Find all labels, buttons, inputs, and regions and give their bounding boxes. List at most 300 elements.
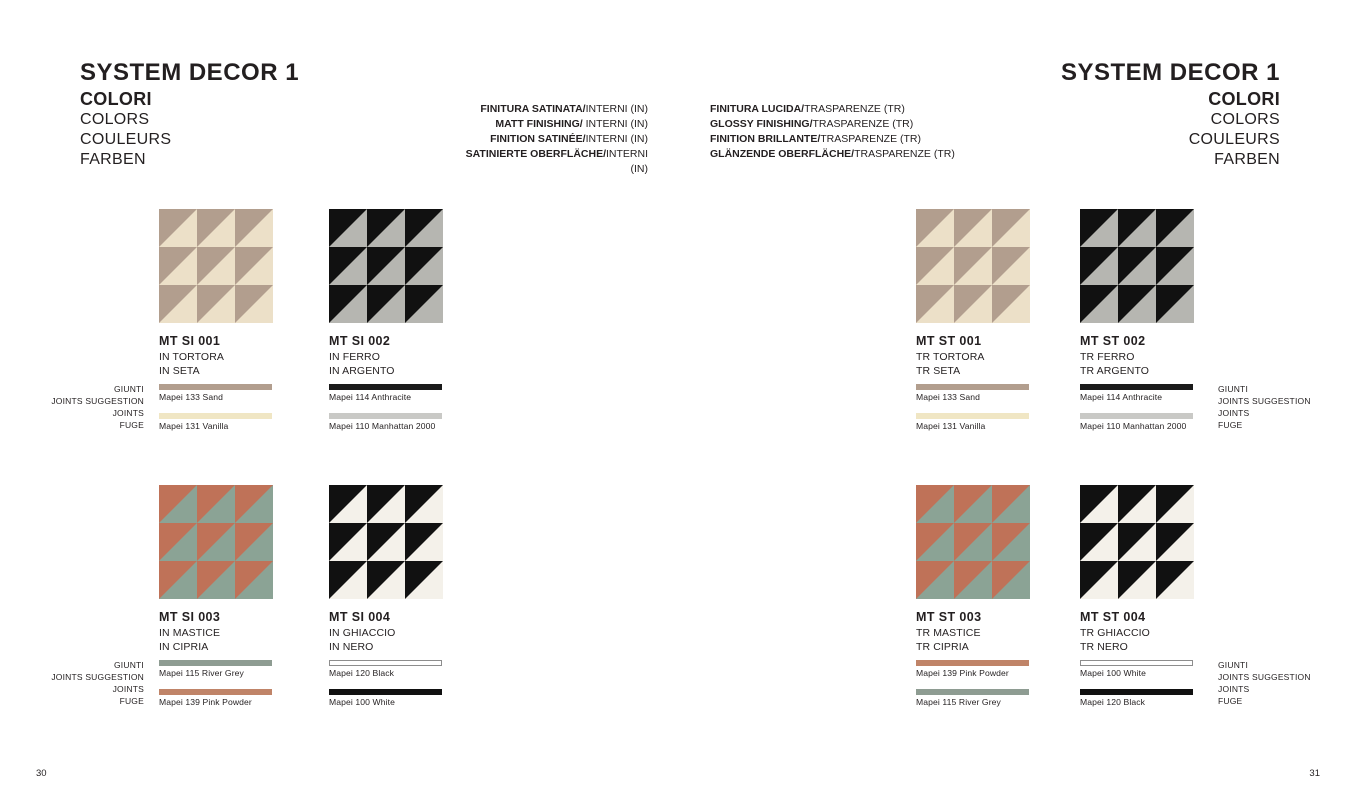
tile-cell xyxy=(916,485,954,523)
tile-cell xyxy=(405,209,443,247)
grout-colour-name: Mapei 115 River Grey xyxy=(916,697,1001,708)
tile-diagonal xyxy=(916,523,954,561)
grout-colour-name: Mapei 110 Manhattan 2000 xyxy=(329,421,436,432)
tile-pattern-mt-si-004 xyxy=(329,485,443,599)
tile-cell xyxy=(367,561,405,599)
giunti-line-it: GIUNTI xyxy=(1218,384,1249,394)
tile-cell xyxy=(159,285,197,323)
tile-cell xyxy=(1156,209,1194,247)
tile-diagonal xyxy=(159,485,197,523)
finish-legend-line xyxy=(446,147,648,177)
sample-desc-line1: TR TORTORA xyxy=(916,350,985,363)
page-title-left-de: FARBEN xyxy=(80,150,146,168)
tile-cell xyxy=(1118,209,1156,247)
tile-cell xyxy=(1118,561,1156,599)
sample-code: MT SI 003 xyxy=(159,610,221,624)
tile-diagonal xyxy=(159,209,197,247)
grout-item xyxy=(329,660,442,679)
tile-cell xyxy=(367,523,405,561)
finish-legend-gloss xyxy=(710,102,990,162)
tile-diagonal xyxy=(235,561,273,599)
tile-diagonal xyxy=(405,523,443,561)
finish-legend-value: TRASPARENZE (TR) xyxy=(820,132,921,145)
grout-colour-bar xyxy=(1080,413,1193,419)
giunti-label-left-row2 xyxy=(40,659,144,707)
tile-cell xyxy=(954,561,992,599)
folio-left: 30 xyxy=(36,768,47,779)
tile-cell xyxy=(329,523,367,561)
grout-suggestions xyxy=(916,384,1029,442)
tile-diagonal xyxy=(197,285,235,323)
tile-diagonal xyxy=(992,561,1030,599)
grout-colour-name: Mapei 115 River Grey xyxy=(159,668,244,678)
finish-legend-line xyxy=(710,147,990,162)
tile-diagonal xyxy=(1080,247,1118,285)
grout-colour-bar xyxy=(159,413,272,419)
page-title-right-de: FARBEN xyxy=(1214,150,1280,168)
tile-cell xyxy=(367,285,405,323)
page-title-left-it: COLORI xyxy=(80,88,152,109)
grout-colour-bar xyxy=(329,384,442,390)
sample-desc-line1: TR GHIACCIO xyxy=(1080,626,1150,639)
tile-diagonal xyxy=(1156,523,1194,561)
tile-diagonal xyxy=(159,247,197,285)
tile-pattern-mt-st-002 xyxy=(1080,209,1194,323)
giunti-line-it: GIUNTI xyxy=(1218,660,1249,670)
tile-diagonal xyxy=(992,247,1030,285)
finish-legend-term: FINITION BRILLANTE/ xyxy=(710,132,821,145)
giunti-line-it: GIUNTI xyxy=(113,660,144,670)
tile-diagonal xyxy=(197,485,235,523)
tile-cell xyxy=(367,485,405,523)
finish-legend-line xyxy=(446,132,648,147)
giunti-line-de: FUGE xyxy=(1218,420,1243,431)
giunti-line-en: JOINTS SUGGESTION xyxy=(51,672,144,683)
grout-item xyxy=(329,689,442,708)
sample-desc-line2: TR CIPRIA xyxy=(916,641,969,654)
tile-cell xyxy=(1080,485,1118,523)
tile-diagonal xyxy=(916,285,954,323)
grout-suggestions xyxy=(159,384,272,442)
tile-diagonal xyxy=(159,285,197,323)
sample-code: MT ST 001 xyxy=(916,334,982,348)
tile-diagonal xyxy=(992,285,1030,323)
finish-legend-term: MATT FINISHING/ xyxy=(495,117,583,130)
tile-cell xyxy=(197,561,235,599)
tile-cell xyxy=(916,285,954,323)
tile-diagonal xyxy=(954,523,992,561)
giunti-line-en: JOINTS SUGGESTION xyxy=(1218,672,1311,683)
grout-suggestions xyxy=(916,660,1029,718)
tile-pattern-mt-st-001 xyxy=(916,209,1030,323)
tile-diagonal xyxy=(197,561,235,599)
finish-legend-value: INTERNI (IN) xyxy=(582,117,648,130)
tile-cell xyxy=(197,285,235,323)
sample-desc-line1: IN TORTORA xyxy=(159,350,224,363)
grout-colour-bar xyxy=(916,660,1029,666)
tile-cell xyxy=(197,247,235,285)
tile-diagonal xyxy=(367,561,405,599)
tile-cell xyxy=(197,523,235,561)
colour-sample xyxy=(916,209,1030,379)
tile-diagonal xyxy=(235,523,273,561)
folio-right: 31 xyxy=(1309,768,1320,779)
tile-diagonal xyxy=(367,285,405,323)
tile-diagonal xyxy=(405,285,443,323)
colour-sample xyxy=(1080,209,1194,379)
tile-cell xyxy=(235,247,273,285)
tile-diagonal xyxy=(916,561,954,599)
tile-cell xyxy=(405,485,443,523)
finish-legend-value: TRASPARENZE (TR) xyxy=(812,117,914,130)
colour-sample xyxy=(159,209,273,379)
tile-diagonal xyxy=(1118,485,1156,523)
tile-cell xyxy=(1156,285,1194,323)
tile-diagonal xyxy=(1118,561,1156,599)
giunti-label-right-row1 xyxy=(1218,383,1338,431)
giunti-line-fr: JOINTS xyxy=(112,408,144,419)
tile-cell xyxy=(235,285,273,323)
tile-cell xyxy=(235,485,273,523)
tile-cell xyxy=(954,209,992,247)
tile-diagonal xyxy=(235,285,273,323)
finish-legend-line xyxy=(446,102,648,117)
tile-diagonal xyxy=(954,561,992,599)
grout-item xyxy=(916,384,1029,403)
grout-colour-bar xyxy=(1080,689,1193,695)
tile-cell xyxy=(329,561,367,599)
tile-diagonal xyxy=(367,209,405,247)
grout-colour-bar xyxy=(916,384,1029,390)
page-title-right-fr: COULEURS xyxy=(1188,130,1280,148)
finish-legend-term: FINITURA LUCIDA/ xyxy=(710,103,805,115)
grout-colour-name: Mapei 133 Sand xyxy=(916,392,980,402)
tile-cell xyxy=(159,561,197,599)
tile-cell xyxy=(1080,209,1118,247)
sample-code: MT SI 004 xyxy=(329,610,391,624)
grout-colour-bar xyxy=(1080,660,1193,666)
tile-diagonal xyxy=(329,561,367,599)
grout-colour-name: Mapei 120 Black xyxy=(329,668,395,678)
tile-cell xyxy=(235,523,273,561)
tile-diagonal xyxy=(1118,209,1156,247)
grout-colour-name: Mapei 139 Pink Powder xyxy=(159,697,252,708)
tile-diagonal xyxy=(405,247,443,285)
tile-diagonal xyxy=(954,485,992,523)
grout-item xyxy=(1080,384,1193,403)
grout-item xyxy=(329,384,442,403)
tile-diagonal xyxy=(197,209,235,247)
grout-colour-name: Mapei 133 Sand xyxy=(159,392,223,402)
tile-diagonal xyxy=(954,247,992,285)
tile-cell xyxy=(916,247,954,285)
tile-diagonal xyxy=(329,247,367,285)
sample-code: MT ST 004 xyxy=(1080,610,1146,624)
tile-diagonal xyxy=(329,285,367,323)
sample-code: MT ST 003 xyxy=(916,610,982,624)
finish-legend-value: INTERNI (IN) xyxy=(606,147,648,175)
grout-suggestions xyxy=(159,660,272,718)
sample-code: MT ST 002 xyxy=(1080,334,1146,348)
page-title-right-main: SYSTEM DECOR 1 xyxy=(1060,59,1280,86)
sample-code: MT SI 001 xyxy=(159,334,221,348)
grout-colour-bar xyxy=(159,384,272,390)
tile-cell xyxy=(405,285,443,323)
tile-cell xyxy=(197,485,235,523)
colour-sample xyxy=(329,485,443,655)
grout-item xyxy=(916,689,1029,708)
tile-cell xyxy=(405,523,443,561)
grout-suggestions xyxy=(1080,384,1193,442)
tile-diagonal xyxy=(1156,285,1194,323)
grout-colour-name: Mapei 114 Anthracite xyxy=(329,392,412,402)
sample-desc-line2: IN ARGENTO xyxy=(329,365,395,378)
sample-desc-line2: TR NERO xyxy=(1080,641,1128,654)
grout-colour-bar xyxy=(329,689,442,695)
colour-sample xyxy=(916,485,1030,655)
tile-diagonal xyxy=(1080,561,1118,599)
tile-cell xyxy=(1118,247,1156,285)
tile-cell xyxy=(329,285,367,323)
tile-pattern-mt-si-001 xyxy=(159,209,273,323)
giunti-label-right-row2 xyxy=(1218,659,1338,707)
grout-colour-bar xyxy=(159,689,272,695)
tile-cell xyxy=(329,209,367,247)
finish-legend-value: TRASPARENZE (TR) xyxy=(854,147,955,160)
grout-suggestions xyxy=(329,384,442,442)
tile-cell xyxy=(954,247,992,285)
tile-cell xyxy=(992,485,1030,523)
tile-cell xyxy=(992,285,1030,323)
sample-desc-line2: IN NERO xyxy=(329,641,374,654)
tile-diagonal xyxy=(1080,523,1118,561)
tile-cell xyxy=(1080,561,1118,599)
tile-diagonal xyxy=(992,523,1030,561)
tile-cell xyxy=(992,247,1030,285)
tile-diagonal xyxy=(367,485,405,523)
grout-colour-name: Mapei 131 Vanilla xyxy=(916,421,986,432)
giunti-line-de: FUGE xyxy=(1218,696,1243,707)
grout-colour-bar xyxy=(916,413,1029,419)
giunti-line-fr: JOINTS xyxy=(1218,408,1250,419)
tile-cell xyxy=(159,209,197,247)
finish-legend-line xyxy=(446,117,648,132)
finish-legend-term: FINITURA SATINATA/ xyxy=(480,103,586,115)
tile-diagonal xyxy=(235,209,273,247)
tile-diagonal xyxy=(235,247,273,285)
tile-cell xyxy=(405,561,443,599)
giunti-line-en: JOINTS SUGGESTION xyxy=(1218,396,1311,407)
page-title-right-en: COLORS xyxy=(1210,110,1280,128)
tile-diagonal xyxy=(405,209,443,247)
giunti-line-de: FUGE xyxy=(119,696,144,707)
tile-diagonal xyxy=(954,209,992,247)
grout-item xyxy=(159,413,272,432)
grout-item xyxy=(916,413,1029,432)
grout-colour-name: Mapei 100 White xyxy=(329,697,395,708)
colour-sample xyxy=(159,485,273,655)
tile-diagonal xyxy=(992,209,1030,247)
colour-sample xyxy=(1080,485,1194,655)
tile-cell xyxy=(197,209,235,247)
grout-item xyxy=(916,660,1029,679)
tile-diagonal xyxy=(1118,523,1156,561)
tile-diagonal xyxy=(1118,247,1156,285)
page-title-left-fr: COULEURS xyxy=(80,130,172,148)
tile-cell xyxy=(954,523,992,561)
tile-diagonal xyxy=(159,523,197,561)
finish-legend-line xyxy=(710,102,990,117)
tile-cell xyxy=(1118,485,1156,523)
tile-pattern-mt-si-003 xyxy=(159,485,273,599)
page-title-left xyxy=(80,60,299,170)
tile-diagonal xyxy=(1156,247,1194,285)
tile-diagonal xyxy=(197,523,235,561)
grout-item xyxy=(1080,660,1193,679)
grout-item xyxy=(1080,689,1193,708)
sample-desc-line1: IN MASTICE xyxy=(159,626,221,639)
grout-colour-name: Mapei 114 Anthracite xyxy=(1080,392,1163,402)
tile-diagonal xyxy=(1156,485,1194,523)
grout-colour-name: Mapei 139 Pink Powder xyxy=(916,668,1009,678)
finish-legend-line xyxy=(710,117,990,132)
grout-item xyxy=(159,689,272,708)
tile-cell xyxy=(954,285,992,323)
tile-cell xyxy=(1080,247,1118,285)
tile-diagonal xyxy=(159,561,197,599)
grout-colour-bar xyxy=(1080,384,1193,390)
tile-cell xyxy=(405,247,443,285)
grout-colour-bar xyxy=(329,660,442,666)
tile-cell xyxy=(916,561,954,599)
tile-diagonal xyxy=(992,485,1030,523)
sample-desc-line1: IN GHIACCIO xyxy=(329,626,396,639)
giunti-line-de: FUGE xyxy=(119,420,144,431)
finish-legend-value: INTERNI (IN) xyxy=(585,103,648,115)
sample-desc-line1: IN FERRO xyxy=(329,350,380,363)
grout-item xyxy=(1080,413,1193,432)
tile-cell xyxy=(916,209,954,247)
finish-legend-term: FINITION SATINÉE/ xyxy=(490,132,586,145)
tile-cell xyxy=(329,485,367,523)
tile-cell xyxy=(1080,523,1118,561)
grout-colour-name: Mapei 100 White xyxy=(1080,668,1146,678)
sample-desc-line2: TR SETA xyxy=(916,365,961,378)
tile-diagonal xyxy=(329,485,367,523)
grout-suggestions xyxy=(1080,660,1193,718)
tile-cell xyxy=(329,247,367,285)
sample-desc-line1: TR MASTICE xyxy=(916,626,981,639)
grout-colour-name: Mapei 120 Black xyxy=(1080,697,1146,708)
grout-item xyxy=(159,660,272,679)
sample-desc-line1: TR FERRO xyxy=(1080,350,1135,363)
tile-cell xyxy=(992,561,1030,599)
tile-cell xyxy=(1156,485,1194,523)
finish-legend-term: GLÄNZENDE OBERFLÄCHE/ xyxy=(710,147,855,160)
tile-diagonal xyxy=(367,523,405,561)
giunti-line-fr: JOINTS xyxy=(1218,684,1250,695)
sample-desc-line2: IN SETA xyxy=(159,365,200,378)
tile-cell xyxy=(1156,523,1194,561)
tile-pattern-mt-si-002 xyxy=(329,209,443,323)
grout-colour-bar xyxy=(329,413,442,419)
tile-pattern-mt-st-003 xyxy=(916,485,1030,599)
grout-colour-bar xyxy=(916,689,1029,695)
finish-legend-value: INTERNI (IN) xyxy=(585,132,648,145)
giunti-line-fr: JOINTS xyxy=(112,684,144,695)
sample-desc-line2: IN CIPRIA xyxy=(159,641,209,654)
tile-diagonal xyxy=(1080,485,1118,523)
tile-cell xyxy=(235,209,273,247)
finish-legend-value: TRASPARENZE (TR) xyxy=(804,103,905,115)
tile-diagonal xyxy=(1156,561,1194,599)
tile-diagonal xyxy=(1080,209,1118,247)
page-title-right xyxy=(1061,60,1280,170)
tile-cell xyxy=(1156,561,1194,599)
tile-cell xyxy=(992,523,1030,561)
colour-sample xyxy=(329,209,443,379)
grout-colour-bar xyxy=(159,660,272,666)
tile-diagonal xyxy=(367,247,405,285)
tile-diagonal xyxy=(916,209,954,247)
tile-diagonal xyxy=(197,247,235,285)
tile-diagonal xyxy=(405,561,443,599)
grout-colour-name: Mapei 110 Manhattan 2000 xyxy=(1080,421,1187,432)
tile-diagonal xyxy=(329,209,367,247)
tile-cell xyxy=(1156,247,1194,285)
page-title-left-main: SYSTEM DECOR 1 xyxy=(80,59,300,86)
tile-diagonal xyxy=(1156,209,1194,247)
tile-cell xyxy=(367,247,405,285)
tile-cell xyxy=(159,247,197,285)
tile-cell xyxy=(367,209,405,247)
tile-diagonal xyxy=(954,285,992,323)
grout-item xyxy=(329,413,442,432)
finish-legend-term: SATINIERTE OBERFLÄCHE/ xyxy=(465,147,606,160)
finish-legend-term: GLOSSY FINISHING/ xyxy=(710,117,813,130)
sample-desc-line2: TR ARGENTO xyxy=(1080,365,1150,378)
tile-diagonal xyxy=(916,247,954,285)
tile-cell xyxy=(916,523,954,561)
giunti-line-en: JOINTS SUGGESTION xyxy=(51,396,144,407)
tile-diagonal xyxy=(1080,285,1118,323)
tile-cell xyxy=(1080,285,1118,323)
tile-diagonal xyxy=(405,485,443,523)
tile-cell xyxy=(1118,285,1156,323)
tile-cell xyxy=(954,485,992,523)
tile-diagonal xyxy=(235,485,273,523)
page-title-left-en: COLORS xyxy=(80,110,150,128)
tile-diagonal xyxy=(1118,285,1156,323)
tile-cell xyxy=(992,209,1030,247)
finish-legend-line xyxy=(710,132,990,147)
tile-diagonal xyxy=(916,485,954,523)
page-title-right-it: COLORI xyxy=(1208,88,1280,109)
finish-legend-satin xyxy=(446,102,648,177)
sample-code: MT SI 002 xyxy=(329,334,391,348)
giunti-label-left-row1 xyxy=(40,383,144,431)
grout-item xyxy=(159,384,272,403)
tile-cell xyxy=(235,561,273,599)
giunti-line-it: GIUNTI xyxy=(113,384,144,394)
grout-suggestions xyxy=(329,660,442,718)
grout-colour-name: Mapei 131 Vanilla xyxy=(159,421,229,432)
tile-cell xyxy=(159,485,197,523)
tile-cell xyxy=(159,523,197,561)
tile-pattern-mt-st-004 xyxy=(1080,485,1194,599)
tile-diagonal xyxy=(329,523,367,561)
tile-cell xyxy=(1118,523,1156,561)
